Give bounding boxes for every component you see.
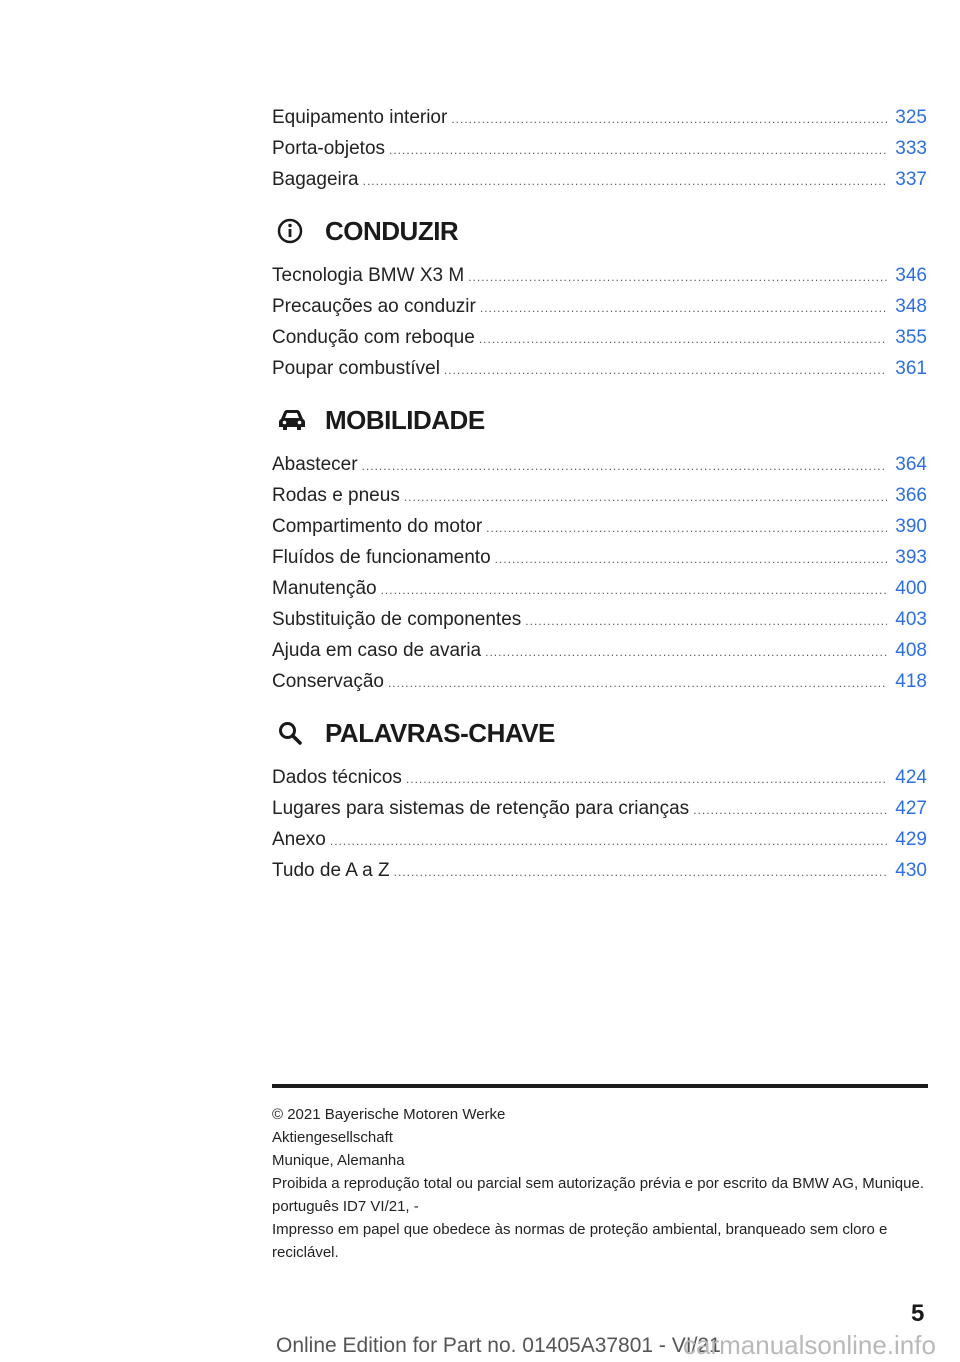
leader-dots bbox=[381, 575, 888, 606]
leader-dots bbox=[495, 544, 888, 575]
toc-entry[interactable] bbox=[272, 542, 927, 573]
leader-dots bbox=[693, 795, 887, 826]
section-title: CONDUZIR bbox=[325, 215, 459, 246]
toc-entry-title: Conservação bbox=[272, 671, 384, 692]
leader-dots bbox=[451, 104, 887, 135]
leader-dots bbox=[480, 293, 887, 324]
toc-entry[interactable] bbox=[272, 604, 927, 635]
leader-dots bbox=[444, 355, 887, 386]
car-icon bbox=[277, 406, 317, 434]
toc-entry-page[interactable]: 333 bbox=[895, 138, 927, 159]
toc-entry[interactable] bbox=[272, 353, 927, 384]
toc-entry-title: Fluídos de funcionamento bbox=[272, 547, 491, 568]
toc-entry-title: Tecnologia BMW X3 M bbox=[272, 265, 465, 286]
toc-entry-title: Abastecer bbox=[272, 454, 358, 475]
leader-dots bbox=[525, 606, 887, 637]
toc-entry-page[interactable]: 355 bbox=[895, 327, 927, 348]
toc-entry-title: Compartimento do motor bbox=[272, 516, 483, 537]
location-line: Munique, Alemanha bbox=[272, 1152, 405, 1169]
toc-entry-title: Porta-objetos bbox=[272, 138, 386, 159]
toc-entry[interactable] bbox=[272, 635, 927, 666]
toc-entry-page[interactable]: 418 bbox=[895, 671, 927, 692]
leader-dots bbox=[394, 857, 888, 888]
toc-entry-page[interactable]: 427 bbox=[895, 798, 927, 819]
toc-entry[interactable] bbox=[272, 449, 927, 480]
toc-entry[interactable] bbox=[272, 511, 927, 542]
toc-entry[interactable] bbox=[272, 666, 927, 697]
toc-entry-page[interactable]: 403 bbox=[895, 609, 927, 630]
toc-entry-title: Ajuda em caso de avaria bbox=[272, 640, 482, 661]
rights-notice: Proibida a reprodução total ou parcial sem autorização prévia e por escrito da BMW AG, Munique. bbox=[272, 1175, 925, 1192]
watermark: carmanualsonline.info bbox=[683, 1330, 936, 1360]
toc-entry-page[interactable]: 346 bbox=[895, 265, 927, 286]
toc-entry[interactable] bbox=[272, 824, 927, 855]
leader-dots bbox=[468, 262, 887, 293]
toc-entry[interactable] bbox=[272, 102, 927, 133]
toc-entry-title: Dados técnicos bbox=[272, 767, 402, 788]
leader-dots bbox=[388, 668, 887, 699]
toc-entry-page[interactable]: 364 bbox=[895, 454, 927, 475]
toc-entry-page[interactable]: 366 bbox=[895, 485, 927, 506]
toc-entry-page[interactable]: 337 bbox=[895, 169, 927, 190]
toc-entry[interactable] bbox=[272, 793, 927, 824]
section-title: MOBILIDADE bbox=[325, 404, 485, 435]
toc-entry-title: Lugares para sistemas de retenção para crianças bbox=[272, 798, 690, 819]
toc-entry-page[interactable]: 408 bbox=[895, 640, 927, 661]
toc-entry-title: Bagageira bbox=[272, 169, 359, 190]
section-header-palavras-chave bbox=[272, 711, 927, 755]
leader-dots bbox=[389, 135, 887, 166]
toc-entry-title: Manutenção bbox=[272, 578, 377, 599]
colophon bbox=[272, 1103, 928, 1264]
toc-entry-page[interactable]: 361 bbox=[895, 358, 927, 379]
toc-entry[interactable] bbox=[272, 291, 927, 322]
search-icon bbox=[277, 719, 317, 747]
toc-entry-title: Precauções ao conduzir bbox=[272, 296, 476, 317]
toc-entry-title: Rodas e pneus bbox=[272, 485, 400, 506]
table-of-contents bbox=[272, 102, 927, 886]
toc-entry[interactable] bbox=[272, 133, 927, 164]
toc-entry[interactable] bbox=[272, 322, 927, 353]
toc-entry-title: Equipamento interior bbox=[272, 107, 448, 128]
leader-dots bbox=[362, 451, 888, 482]
info-icon bbox=[277, 217, 317, 245]
leader-dots bbox=[485, 637, 887, 668]
page-number: 5 bbox=[911, 1300, 925, 1327]
toc-entry-title: Tudo de A a Z bbox=[272, 860, 390, 881]
toc-entry[interactable] bbox=[272, 762, 927, 793]
toc-entry[interactable] bbox=[272, 480, 927, 511]
toc-entry-page[interactable]: 348 bbox=[895, 296, 927, 317]
leader-dots bbox=[404, 482, 887, 513]
paper-notice: Impresso em papel que obedece às normas de proteção ambiental, branqueado sem cloro e reciclável. bbox=[272, 1221, 888, 1261]
toc-entry[interactable] bbox=[272, 855, 927, 886]
toc-entry[interactable] bbox=[272, 260, 927, 291]
toc-entry-title: Anexo bbox=[272, 829, 326, 850]
company-line: Aktiengesellschaft bbox=[272, 1129, 393, 1146]
leader-dots bbox=[486, 513, 887, 544]
leader-dots bbox=[363, 166, 888, 197]
section-header-conduzir bbox=[272, 209, 927, 253]
toc-entry-title: Condução com reboque bbox=[272, 327, 475, 348]
edition-footer: Online Edition for Part no. 01405A37801 - VI/21 bbox=[276, 1334, 721, 1357]
toc-entry-page[interactable]: 325 bbox=[895, 107, 927, 128]
toc-entry-title: Substituição de componentes bbox=[272, 609, 522, 630]
toc-entry-page[interactable]: 393 bbox=[895, 547, 927, 568]
toc-entry-page[interactable]: 430 bbox=[895, 860, 927, 881]
toc-entry-title: Poupar combustível bbox=[272, 358, 440, 379]
section-title: PALAVRAS-CHAVE bbox=[325, 717, 555, 748]
toc-entry[interactable] bbox=[272, 164, 927, 195]
toc-entry[interactable] bbox=[272, 573, 927, 604]
leader-dots bbox=[406, 764, 887, 795]
leader-dots bbox=[330, 826, 887, 857]
toc-entry-page[interactable]: 429 bbox=[895, 829, 927, 850]
divider-rule bbox=[272, 1084, 928, 1088]
edition-line: português ID7 VI/21, - bbox=[272, 1198, 419, 1215]
copyright-line: © 2021 Bayerische Motoren Werke bbox=[272, 1106, 506, 1123]
toc-entry-page[interactable]: 390 bbox=[895, 516, 927, 537]
toc-entry-page[interactable]: 400 bbox=[895, 578, 927, 599]
leader-dots bbox=[479, 324, 887, 355]
toc-entry-page[interactable]: 424 bbox=[895, 767, 927, 788]
section-header-mobilidade bbox=[272, 398, 927, 442]
